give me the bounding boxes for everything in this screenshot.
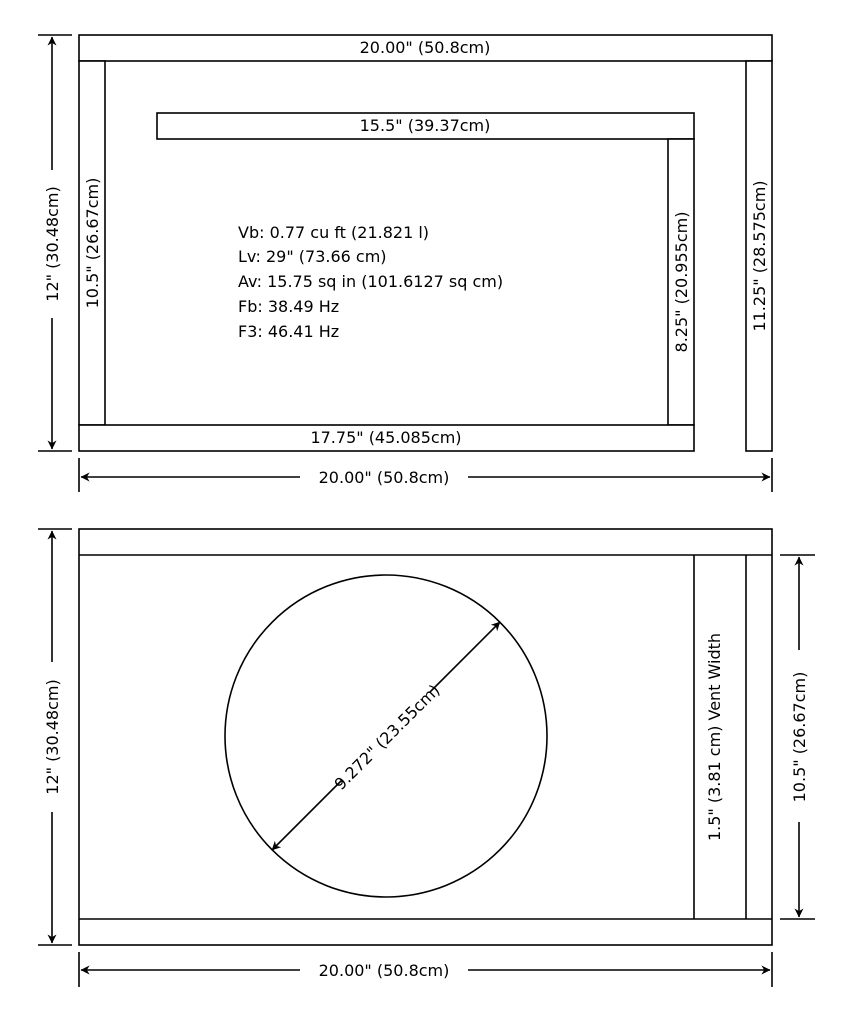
- left-panel-label: 10.5" (26.67cm): [83, 177, 102, 309]
- front-inner-height-label: 10.5" (26.67cm): [790, 671, 809, 803]
- spec-lv: Lv: 29" (73.66 cm): [238, 247, 387, 266]
- spec-f3: F3: 46.41 Hz: [238, 322, 340, 341]
- diameter-label: 9.272" (23.55cm): [330, 680, 444, 794]
- specs-block: [238, 223, 503, 341]
- right-panel-label: 11.25" (28.575cm): [750, 180, 769, 332]
- front-width-dimension: [79, 952, 772, 987]
- port-side-panel-label: 8.25" (20.955cm): [672, 211, 691, 353]
- front-width-label: 20.00" (50.8cm): [318, 961, 450, 980]
- spec-fb: Fb: 38.49 Hz: [238, 297, 340, 316]
- top-view: [38, 35, 772, 492]
- spec-vb: Vb: 0.77 cu ft (21.821 l): [238, 223, 430, 242]
- front-height-dimension: [38, 529, 72, 945]
- top-panel-label: 20.00" (50.8cm): [359, 38, 491, 57]
- top-width-dimension: [79, 458, 772, 492]
- front-height-label: 12" (30.48cm): [43, 679, 62, 795]
- front-inner-height-dimension: [780, 555, 815, 919]
- vent-width-label: 1.5" (3.81 cm) Vent Width: [705, 632, 724, 842]
- top-height-label: 12" (30.48cm): [43, 186, 62, 302]
- top-height-dimension: [38, 35, 72, 451]
- spec-av: Av: 15.75 sq in (101.6127 sq cm): [238, 272, 504, 291]
- front-view: [38, 529, 815, 987]
- bottom-panel-label: 17.75" (45.085cm): [310, 428, 462, 447]
- port-top-panel-label: 15.5" (39.37cm): [359, 116, 491, 135]
- top-width-label: 20.00" (50.8cm): [318, 468, 450, 487]
- front-outer-box: [79, 529, 772, 945]
